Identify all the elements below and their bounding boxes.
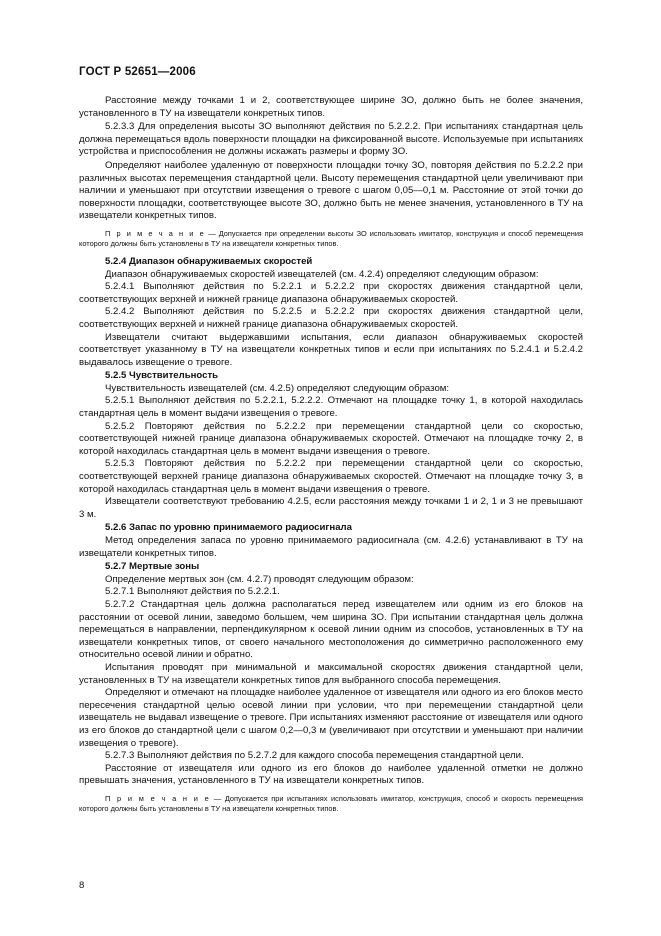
paragraph: 5.2.7.1 Выполняют действия по 5.2.2.1. — [105, 586, 280, 598]
paragraph: Извещатели считают выдержавшими испытания, если диапазон обнаруживаемых скоростей соответствует указанному в ТУ на извещатели конкретных типов и если при испытаниях по 5.2.4.1 и 5.2.4.2 выдавалось извещение о тревоге. — [79, 331, 583, 368]
paragraph: Метод определения запаса по уровню принимаемого радиосигнала (см. 4.2.6) устанавливают в ТУ на извещатели конкретных типов. — [79, 535, 583, 559]
paragraph: 5.2.5.1 Выполняют действия по 5.2.2.1, 5.2.2.2. Отмечают на площадке точку 1, в которой находилась стандартная цель в момент выдачи извещения о тревоге. — [79, 395, 583, 420]
paragraph: Чувствительность извещателей (см. 4.2.5) определяют следующим образом: — [105, 382, 450, 394]
paragraph: 5.2.4.2 Выполняют действия по 5.2.2.5 и 5.2.2.2 при скоростях движения стандартной цели, соответствующих верхней и нижней границе диапазона обнаруживаемых скоростей. — [79, 306, 583, 330]
section-heading: 5.2.6 Запас по уровню принимаемого радиосигнала — [105, 522, 352, 534]
paragraph: Извещатели соответствуют требованию 4.2.5, если расстояния между точками 1 и 2, 1 и 3 не превышают 3 м. — [79, 496, 583, 520]
note-label: П р и м е ч а н и е — [105, 793, 211, 803]
paragraph: 5.2.3.3 Для определения высоты ЗО выполняют действия по 5.2.2.2. При испытаниях стандартная цель должна перемещаться вдоль поверхности площадки на фиксированной высоте. Используемые при испытаниях устройства и приспособления не должны искажать размеры и форму ЗО. — [79, 121, 583, 158]
paragraph: Диапазон обнаруживаемых скоростей извещателей (см. 4.2.4) определяют следующим образом: — [105, 268, 539, 280]
paragraph: Испытания проводят при минимальной и максимальной скоростях движения стандартной цели, установленных в ТУ на извещатели конкретных типов для выбранного способа перемещения. — [79, 661, 583, 686]
paragraph: Определяют наиболее удаленную от поверхности площадки точку ЗО, повторяя действия по 5.2.2.2 при различных высотах перемещения стандартной цели. Высоту перемещения стандартной цели увеличивают при наличии и уменьшают при отсутствии извещения о тревоге с шагом 0,05—0,1 м. Расстояние от этой точки до поверхности площадки, соответствующее высоте ЗО, должно быть не менее значения, установленного в ТУ на извещатели конкретных типов. — [79, 159, 583, 222]
paragraph: Расстояние от извещателя или одного из его блоков до наиболее удаленной отметки не должно превышать значения, установленного в ТУ на извещатели конкретных типов. — [79, 762, 583, 787]
document-header: ГОСТ Р 52651—2006 — [79, 66, 196, 78]
note-text: — Допускается при испытаниях использовать имитатор, конструкция, способ и скорость перемещения которого должны быть установлены в ТУ на извещатели конкретных типов. — [79, 793, 583, 814]
section-heading: 5.2.5 Чувствительность — [105, 370, 219, 382]
paragraph: 5.2.5.3 Повторяют действия по 5.2.2.2 при перемещении стандартной цели со скоростью, соответствующей верхней границе диапазона обнаруживаемых скоростей. Отмечают на площадке точку 3, в которой находилась стандартная цель в момент выдачи извещения о тревоге. — [79, 458, 583, 495]
paragraph: Расстояние между точками 1 и 2, соответствующее ширине ЗО, должно быть не более значения, установленного в ТУ на извещатели конкретных типов. — [79, 95, 583, 119]
note-text: — Допускается при определении высоты ЗО использовать имитатор, конструкция и способ перемещения которого должны быть установлены в ТУ на извещатели конкретных типов. — [79, 228, 583, 249]
note-label: П р и м е ч а н и е — [105, 228, 206, 238]
paragraph: 5.2.5.2 Повторяют действия по 5.2.2.2 при перемещении стандартной цели со скоростью, соответствующей нижней границе диапазона обнаруживаемых скоростей. Отмечают на площадке точку 2, в которой находилась стандартная цель в момент выдачи извещения о тревоге. — [79, 420, 583, 457]
page-number: 8 — [79, 880, 85, 891]
note — [79, 229, 583, 250]
note — [79, 794, 583, 815]
paragraph: 5.2.4.1 Выполняют действия по 5.2.2.1 и 5.2.2.2 при скоростях движения стандартной цели, соответствующих верхней и нижней границе диапазона обнаруживаемых скоростей. — [79, 281, 583, 305]
section-heading: 5.2.7 Мертвые зоны — [105, 561, 200, 573]
section-heading: 5.2.4 Диапазон обнаруживаемых скоростей — [105, 255, 313, 267]
paragraph: 5.2.7.2 Стандартная цель должна располагаться перед извещателем или одним из его блоков на расстоянии от осевой линии, заведомо большем, чем ширина ЗО. При испытании стандартная цель должна перемещаться в направлении, перпендикулярном к осевой линии одним из способов, установленных в ТУ на извещатели конкретных типов, от своего начального местоположения до симметрично расположенного ему относительно осевой линии и обратно. — [79, 598, 583, 661]
document-body — [79, 95, 583, 821]
paragraph: Определяют и отмечают на площадке наиболее удаленное от извещателя или одного из его блоков место пересечения стандартной целью осевой линии при условии, что при перемещении стандартной цели извещатель не выдавал извещение о тревоге. При испытаниях изменяют расстояние от извещателя или одного из его блоков до стандартной цели с шагом 0,2—0,3 м (увеличивают при отсутствии и уменьшают при наличии извещения о тревоге). — [79, 687, 583, 749]
paragraph: 5.2.7.3 Выполняют действия по 5.2.7.2 для каждого способа перемещения стандартной цели. — [105, 750, 524, 762]
paragraph: Определение мертвых зон (см. 4.2.7) проводят следующим образом: — [105, 573, 414, 585]
